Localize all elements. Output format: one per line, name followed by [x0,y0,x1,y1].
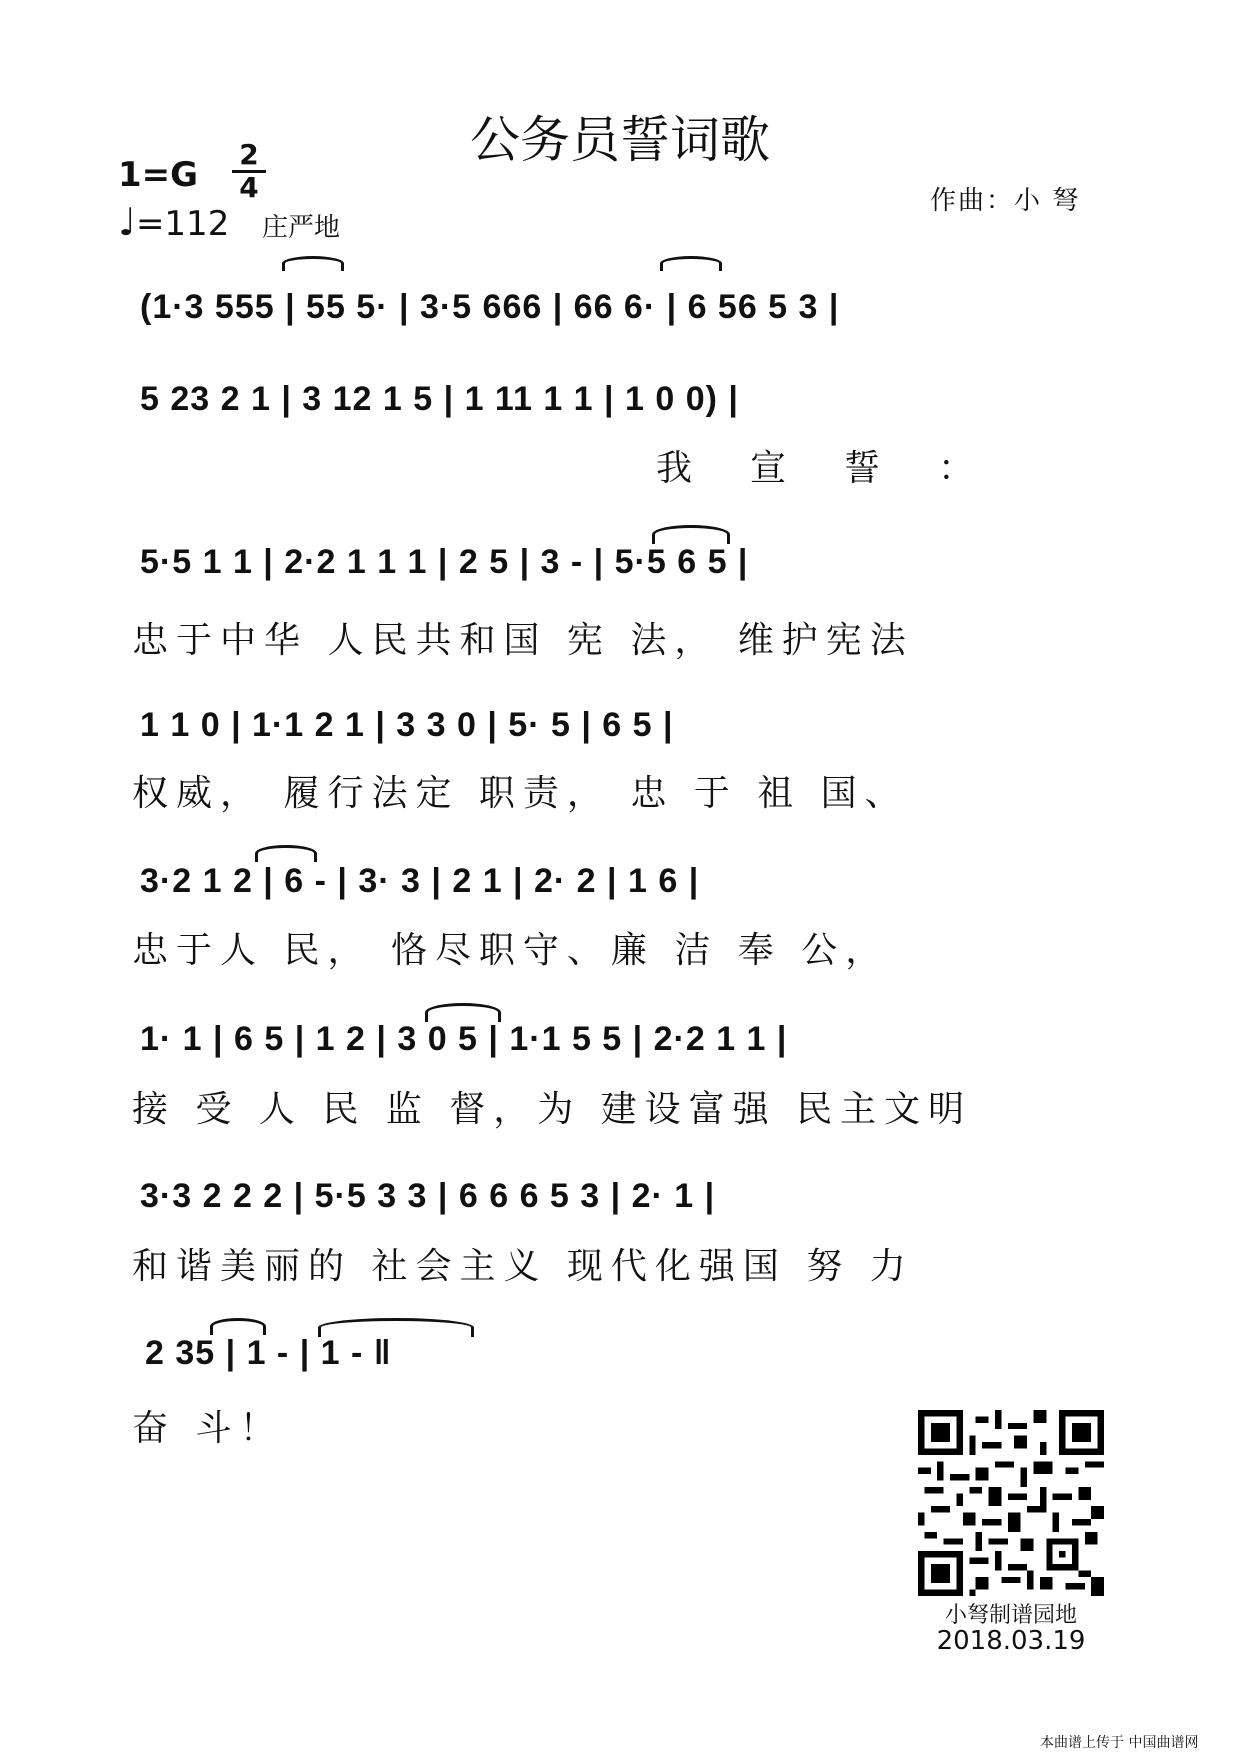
lyric-line-2: 我宣誓： [656,448,1033,489]
score-line-7: 3·3 2 2 2 | 5·5 3 3 | 6 6 6 5 3 | 2· 1 | [140,1177,716,1215]
triplet-slur [282,256,344,271]
score-line-4: 1 1 0 | 1·1 2 1 | 3 3 0 | 5· 5 | 6 5 | [140,706,674,744]
qr-code [918,1410,1104,1596]
lyric-line-4: 权威， 履行法定 职责， 忠 于 祖 国、 [132,773,909,814]
score-line-6: 1· 1 | 6 5 | 1 2 | 3 0 5 | 1·1 5 5 | 2·2 1 1 | [140,1020,788,1058]
key-signature: 1=G [118,155,199,195]
meter-numerator: 2 [239,138,259,171]
lyric-line-8: 奋 斗！ [132,1408,284,1449]
expression-marking: 庄严地 [262,213,341,243]
score-line-1: (1·3 555 | 55 5· | 3·5 666 | 66 6· | 6 56 5 3 | [140,288,840,326]
publish-date: 2018.03.19 [936,1626,1086,1656]
composer-credit: 作曲：小 弩 [930,186,1081,216]
upload-footer: 本曲谱上传于 中国曲谱网 [1040,1735,1199,1751]
triplet-slur [660,256,722,271]
tempo-value: =112 [135,204,230,244]
quarter-note-icon: ♩ [118,200,136,244]
tie-slur [210,1318,266,1335]
score-line-5: 3·2 1 2 | 6 - | 3· 3 | 2 1 | 2· 2 | 1 6 | [140,862,700,900]
lyric-line-3: 忠于中华 人民共和国 宪 法， 维护宪法 [132,620,914,661]
tie-slur [318,1318,474,1337]
tempo-marking [118,200,229,244]
score-line-2: 5 23 2 1 | 3 12 1 5 | 1 11 1 1 | 1 0 0) | [140,380,739,418]
page-title: 公务员誓词歌 [470,111,770,169]
score-line-3: 5·5 1 1 | 2·2 1 1 1 | 2 5 | 3 - | 5·5 6 5 | [140,543,749,581]
meter-denominator: 4 [232,170,266,203]
lyric-line-6: 接 受 人 民 监 督，为 建设富强 民主文明 [132,1089,973,1130]
lyric-line-7: 和谐美丽的 社会主义 现代化强国 努 力 [132,1246,914,1287]
time-signature [232,140,266,203]
qr-label: 小弩制谱园地 [944,1603,1077,1628]
tie-slur [255,845,317,862]
tie-slur [425,1003,501,1022]
lyric-line-5: 忠于人 民， 恪尽职守、廉 洁 奉 公， [132,930,890,971]
score-line-8: 2 35 | 1 - | 1 - ‖ [145,1334,392,1372]
tie-slur [652,525,730,544]
